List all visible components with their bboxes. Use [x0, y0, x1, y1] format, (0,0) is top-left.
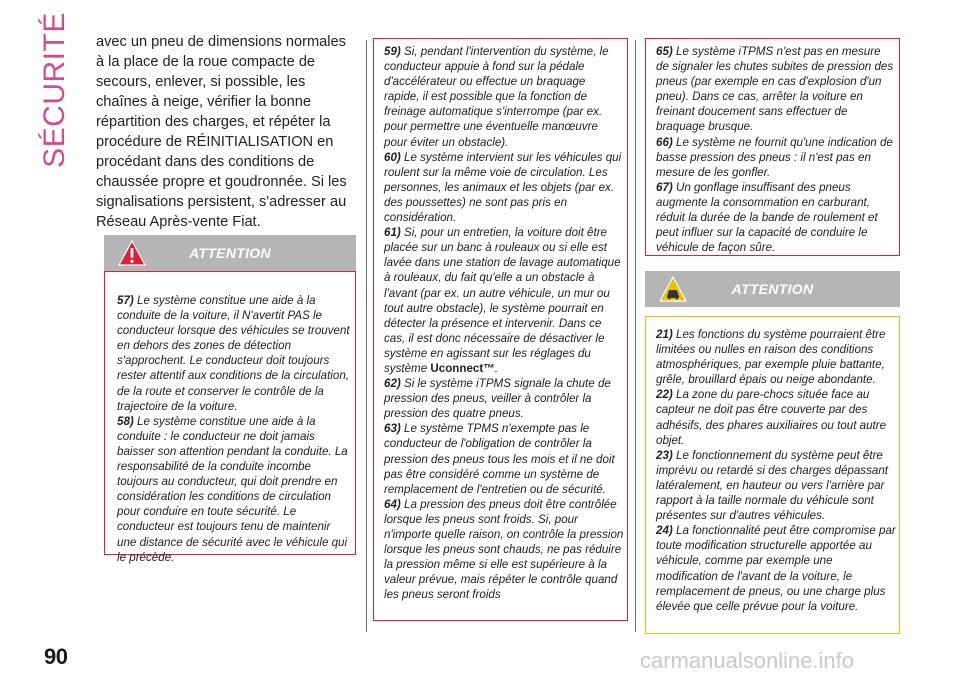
- note-text: Le système intervient sur les véhicules qui roulent sur la même voie de circulation. Les personnes, les animaux et les objets (par ex. des poussettes) ne sont pas pris en considération.: [384, 150, 622, 225]
- note-59: [384, 44, 624, 150]
- note-number: 59): [384, 45, 401, 58]
- note-text-end: .: [494, 361, 499, 375]
- intro-paragraph: avec un pneu de dimensions normales à la place de la roue compacte de secours, enlever, si possible, les chaînes à neige, vérifier la bonne répartition des charges, et répéter la procédure de RÉINITIALISATION en procédant dans des conditions de chaussée propre et goudronnée. Si les signalisations persistent, s'adresser au Réseau Après-vente Fiat.: [96, 34, 347, 230]
- note-61: [384, 225, 624, 376]
- note-text: Le système TPMS n'exempte pas le conducteur de l'obligation de contrôler la pression des pneus tous les mois et il ne doit pas être considéré comme un système de remplacement de l'entretien ou de sécurité.: [384, 422, 615, 496]
- note-24: [656, 523, 896, 614]
- note-text: Si le système iTPMS signale la chute de pression des pneus, veiller à contrôler la pression des quatre pneus.: [384, 377, 611, 421]
- note-text: La pression des pneus doit être contrôlée lorsque les pneus sont froids. Si, pour n'importe quelle raison, on contrôle la pression lorsque les pneus sont chauds, ne pas réduire la pression même si elle est supérieure à la valeur prévue, mais répéter le contrôle quand les pneus seront froids: [384, 497, 624, 602]
- note-number: 66): [656, 135, 673, 149]
- note-number: 57): [117, 294, 134, 307]
- note-number: 24): [656, 524, 673, 538]
- note-21: [656, 327, 896, 387]
- note-number: 63): [384, 422, 401, 436]
- warning-title: ATTENTION: [189, 245, 271, 261]
- note-text: Le fonctionnement du système peut être imprévu ou retardé si des charges dépassant latéralement, en hauteur ou vers l'arrière par rapport à la taille normale du véhicule sont présentes sur d'autres véhicules.: [656, 448, 889, 523]
- note-66: [656, 135, 896, 180]
- section-label-text: SÉCURITÉ: [38, 12, 71, 168]
- note-text: Si, pour un entretien, la voiture doit être placée sur un banc à rouleaux ou si elle est lavée dans une station de lavage automatique à rouleaux, du fait qu'elle a un obstacle à l'avant (par ex. un autre véhicule, un mur ou tout autre obstacle), le système pourrait en détecter la présence et intervenir. Dans ce cas, il est donc nécessaire de désactiver le système en agissant sur les réglages du système: [384, 226, 621, 375]
- note-text: Un gonflage insuffisant des pneus augmente la consommation en carburant, réduit la durée de la bande de roulement et peut influer sur la capacité de conduire le véhicule de façon sûre.: [656, 180, 878, 255]
- warning-box-red-col1: [104, 271, 356, 564]
- note-23: [656, 448, 896, 523]
- warning-bar-col3: [645, 271, 900, 307]
- note-63: [384, 421, 624, 496]
- column-divider-1: [366, 40, 367, 632]
- note-number: 60): [384, 150, 401, 164]
- note-64: [384, 497, 624, 603]
- note-number: 67): [656, 180, 673, 194]
- warning-box-yellow-col3: [645, 316, 900, 634]
- note-text: Le système constitue une aide à la conduite : le conducteur ne doit jamais baisser son attention pendant la conduite. La responsabilité de la conduite incombe toujours au conducteur, qui doit prendre en considération les conditions de circulation pour conduire en toute sécurité. Le conducteur est toujours tenu de maintenir une distance de sécurité avec le véhicule qui le précède.: [117, 414, 348, 564]
- note-text: Le système iTPMS n'est pas en mesure de signaler les chutes subites de pression des pneus (par exemple en cas d'explosion d'un pneu). Dans ce cas, arrêter la voiture en freinant doucement sans effectuer de braquage brusque.: [656, 45, 894, 134]
- warning-box-red-col2: [373, 38, 628, 621]
- section-label: [30, 12, 80, 168]
- note-number: 64): [384, 497, 401, 511]
- note-67: [656, 180, 896, 255]
- note-number: 22): [656, 388, 673, 402]
- note-text: Les fonctions du système pourraient être limitées ou nulles en raison des conditions atmosphériques, par exemple pluie battante, grêle, brouillard épais ou neige abondante.: [656, 328, 886, 387]
- note-60: [384, 150, 624, 225]
- column-divider-2: [635, 40, 636, 632]
- note-text: Le système constitue une aide à la conduite de la voiture, il N'avertit PAS le conducteur lorsque des véhicules se trouvent en dehors des zones de détection s'approchent. Le conducteur doit toujours rester attentif aux conditions de la circulation, de la route et conserver le contrôle de la trajectoire de la voiture.: [117, 294, 350, 413]
- page-number: 90: [44, 644, 68, 669]
- note-text: Le système ne fournit qu'une indication de basse pression des pneus : il n'est pas en mesure de les gonfler.: [656, 135, 893, 179]
- note-62: [384, 376, 624, 421]
- warning-bar-col1: [104, 235, 356, 271]
- warning-box-red-col3: [645, 38, 900, 256]
- watermark-text: carmanualsonline.info: [640, 648, 855, 673]
- note-58: [117, 414, 351, 565]
- note-text: La fonctionnalité peut être compromise par toute modification structurelle apportée au véhicule, comme par exemple une modification de l'avant de la voiture, le remplacement de pneus, ou une charge plus élevée que celle prévue pour la voiture.: [656, 524, 896, 613]
- note-number: 61): [384, 226, 401, 240]
- brand-name: Uconnect™: [430, 361, 495, 375]
- note-text: La zone du pare-chocs située face au capteur ne doit pas être couverte par des adhésifs, des phares auxiliaires ou tout autre objet.: [656, 388, 887, 447]
- note-65: [656, 44, 896, 135]
- note-number: 21): [656, 328, 673, 341]
- note-number: 62): [384, 377, 401, 391]
- warning-title: ATTENTION: [731, 281, 814, 297]
- note-57: [117, 293, 351, 414]
- note-number: 23): [656, 448, 673, 462]
- note-number: 65): [656, 45, 673, 58]
- note-number: 58): [117, 414, 134, 428]
- note-text: Si, pendant l'intervention du système, le conducteur appuie à fond sur la pédale d'accélérateur ou effectue un braquage rapide, il est possible que la fonction de freinage automatique s'interrompe (par ex. pour permettre une éventuelle manœuvre pour éviter un obstacle).: [384, 45, 609, 149]
- note-22: [656, 387, 896, 447]
